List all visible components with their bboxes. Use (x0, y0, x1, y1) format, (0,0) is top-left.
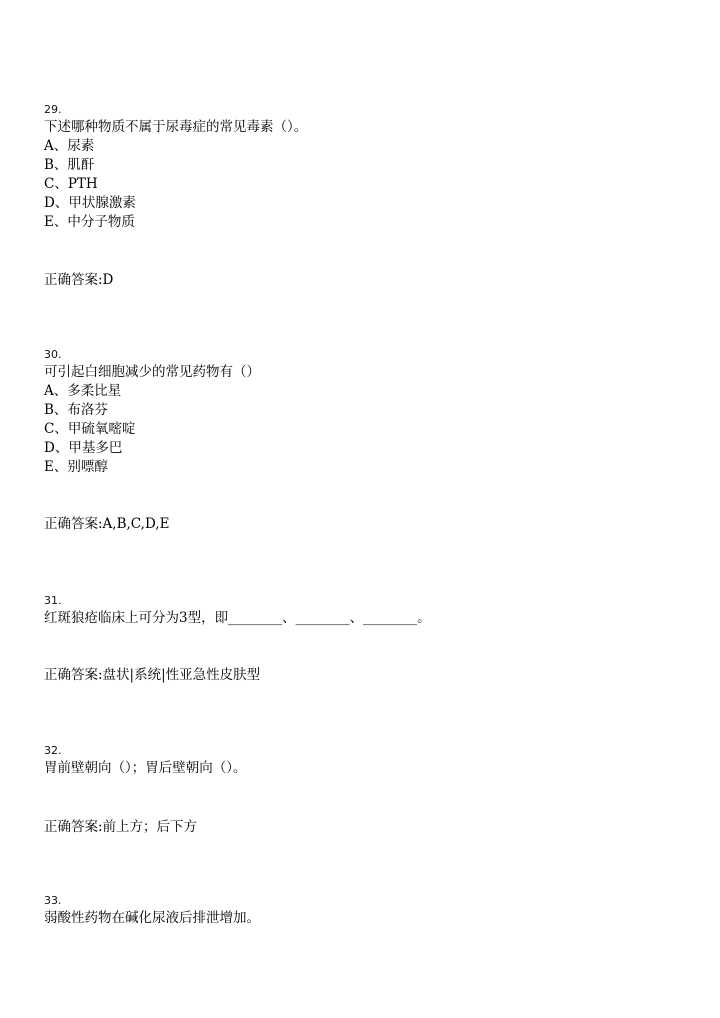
question-30 (44, 347, 684, 477)
question-stem: 胃前壁朝向（）；胃后壁朝向（）。 (44, 760, 247, 776)
question-stem: 弱酸性药物在碱化尿液后排泄增加。 (44, 910, 260, 926)
question-33 (44, 893, 684, 928)
question-32 (44, 743, 684, 778)
answer-29: 正确答案:D (44, 272, 114, 288)
answer-32: 正确答案:前上方；后下方 (44, 819, 198, 835)
option-c: C、甲硫氧嘧啶 (44, 421, 136, 437)
answer-30: 正确答案:A,B,C,D,E (44, 516, 170, 532)
question-stem: 下述哪种物质不属于尿毒症的常见毒素（）。 (44, 119, 308, 135)
question-31 (44, 593, 684, 628)
question-number: 33. (44, 894, 62, 907)
question-stem: 可引起白细胞减少的常见药物有（） (44, 364, 260, 380)
question-number: 32. (44, 744, 62, 757)
option-b: B、布洛芬 (44, 402, 108, 418)
option-e: E、中分子物质 (44, 214, 135, 230)
option-d: D、甲基多巴 (44, 440, 123, 456)
question-number: 30. (44, 348, 62, 361)
question-number: 29. (44, 103, 62, 116)
option-d: D、甲状腺激素 (44, 195, 136, 211)
option-a: A、尿素 (44, 138, 95, 154)
option-a: A、多柔比星 (44, 383, 122, 399)
option-e: E、别嘌醇 (44, 459, 108, 475)
answer-31: 正确答案:盘状|系统|性亚急性皮肤型 (44, 667, 261, 683)
question-number: 31. (44, 594, 62, 607)
question-stem: 红斑狼疮临床上可分为3型，即________、________、________。 (44, 610, 431, 626)
option-b: B、肌酐 (44, 157, 95, 173)
question-29 (44, 102, 684, 232)
option-c: C、PTH (44, 176, 98, 192)
